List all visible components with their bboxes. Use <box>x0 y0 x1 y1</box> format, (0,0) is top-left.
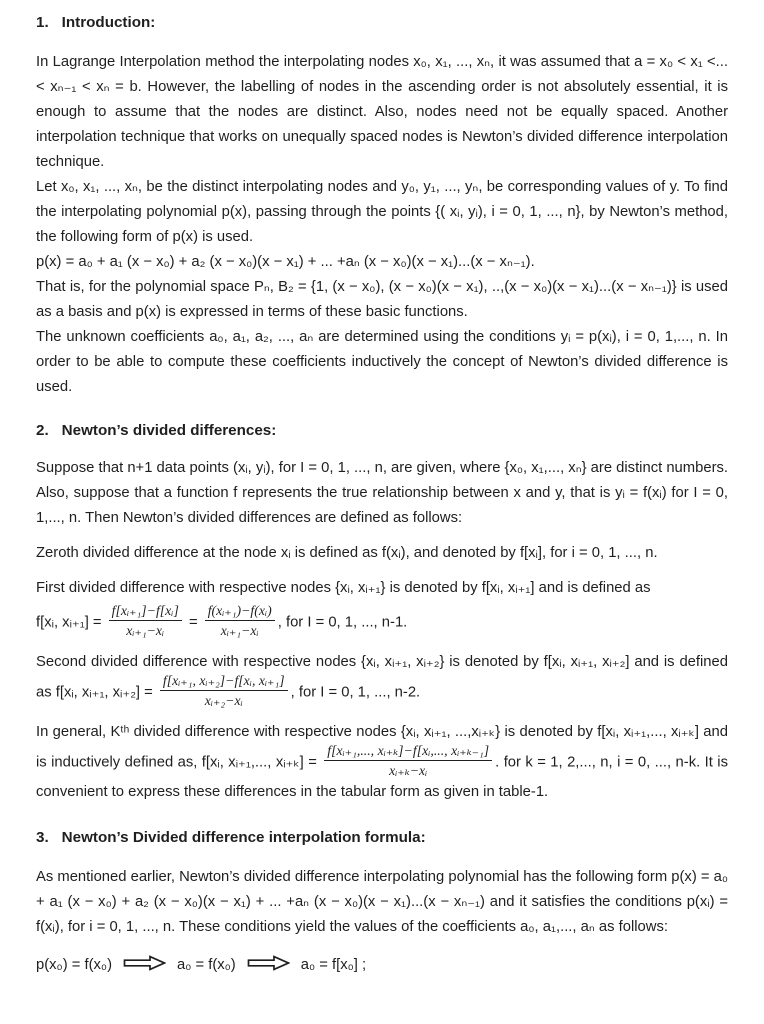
formula-equals: = <box>184 614 202 631</box>
fraction-kth-difference <box>324 743 492 778</box>
section-1-number: 1. <box>36 14 49 31</box>
paragraph-first-difference-intro: First divided difference with respective nodes {xᵢ, xᵢ₊₁} is denoted by f[xᵢ, xᵢ₊₁] and is defined as <box>36 580 651 596</box>
section-3-title: Newton’s Divided difference interpolation formula: <box>61 829 426 846</box>
paragraph-polynomial-basis: That is, for the polynomial space Pₙ, B₂ = {1, (x − x₀), (x − x₀)(x − x₁), ..,(x − x₀)(x − x₁)...(x − xₙ₋₁)} is used as a basis and p(x) is expressed in terms of these basic functions. <box>36 279 728 320</box>
section-interpolation-formula <box>36 828 728 978</box>
paragraph-kth-difference <box>36 720 728 805</box>
fraction-denominator: xᵢ₊₁−xᵢ <box>220 623 259 638</box>
paragraph-lagrange-intro: In Lagrange Interpolation method the interpolating nodes x₀, x₁, ..., xₙ, it was assumed that a = x₀ < x₁ <...< xₙ₋₁ < xₙ = b. However, the labelling of nodes in the ascending order is not absolutely essential, it is enough to assume that the nodes are distinct. Also, nodes need not be equally spaced. Another interpolation technique that works on unequally spaced nodes is Newton’s divided difference interpolation technique. <box>36 54 728 170</box>
paragraph-unknown-coefficients: The unknown coefficients a₀, a₁, a₂, ..., aₙ are determined using the conditions yᵢ = p(xᵢ), i = 0, 1,..., n. In order to be able to compute these coefficients inductively the concept of Newton’s divided difference is used. <box>36 329 728 395</box>
fraction-denominator: xᵢ₊ₖ−xᵢ <box>389 763 428 778</box>
second-difference-text: Second divided difference with respective nodes {xᵢ, xᵢ₊₁, xᵢ₊₂} is denoted by f[xᵢ, xᵢ₊₁, xᵢ₊₂] and is defined as f[xᵢ, xᵢ₊₁, xᵢ₊₂] = <box>36 654 728 701</box>
fraction-numerator: f[xᵢ₊₁,..., xᵢ₊ₖ]−f[xᵢ,..., xᵢ₊ₖ₋₁] <box>324 743 492 761</box>
section-2-title: Newton’s divided differences: <box>61 422 277 439</box>
paragraph-zeroth-difference: Zeroth divided difference at the node xᵢ is defined as f(xᵢ), and denoted by f[xᵢ], for i = 0, 1, ..., n. <box>36 545 658 561</box>
fraction-second-difference <box>160 673 288 708</box>
fraction-paren-form <box>205 603 275 638</box>
paragraph-data-points-setup: Suppose that n+1 data points (xᵢ, yᵢ), for I = 0, 1, ..., n, are given, where {x₀, x₁,..., xₙ} are distinct numbers. Also, suppose that a function f represents the true relationship between x and y, that is yᵢ = f(xᵢ) for I = 0, 1,..., n. Then Newton’s divided differences are defined as follows: <box>36 460 729 526</box>
section-2-number: 2. <box>36 422 49 439</box>
second-difference-condition: , for I = 0, 1, ..., n-2. <box>290 684 421 701</box>
fraction-numerator: f[xᵢ₊₁, xᵢ₊₂]−f[xᵢ, xᵢ₊₁] <box>160 673 288 691</box>
coefficient-derivation-line <box>36 953 728 978</box>
section-divided-differences <box>36 421 728 805</box>
first-divided-difference-formula <box>36 605 728 640</box>
paragraph-second-difference <box>36 650 728 710</box>
section-3-heading <box>36 828 728 848</box>
section-1-title: Introduction: <box>61 14 156 31</box>
implies-arrow-icon <box>123 955 166 971</box>
kth-difference-text: In general, Kᵗʰ divided difference with respective nodes {xᵢ, xᵢ₊₁, ...,xᵢ₊ₖ} is denoted by f[xᵢ, xᵢ₊₁,..., xᵢ₊ₖ] and is inductively defined as, f[xᵢ, xᵢ₊₁,..., xᵢ₊ₖ] = <box>36 724 728 771</box>
fraction-bracket-form <box>109 603 182 638</box>
formula-condition: , for I = 0, 1, ..., n-1. <box>277 614 408 631</box>
section-3-number: 3. <box>36 829 49 846</box>
derivation-rhs: a₀ = f[x₀] ; <box>300 957 367 973</box>
implies-arrow-icon <box>247 955 290 971</box>
kth-difference-condition: . for k = 1, 2,..., n, i = 0, ..., n-k. It is convenient to express these differences in the tabular form as given in table-1. <box>36 754 728 800</box>
fraction-numerator: f(xᵢ₊₁)−f(xᵢ) <box>205 603 275 621</box>
derivation-lhs: p(x₀) = f(x₀) <box>36 957 112 973</box>
fraction-denominator: xᵢ₊₁−xᵢ <box>126 623 165 638</box>
fraction-denominator: xᵢ₊₂−xᵢ <box>204 693 243 708</box>
section-introduction <box>36 13 728 400</box>
paragraph-nodes-setup: Let x₀, x₁, ..., xₙ, be the distinct interpolating nodes and y₀, y₁, ..., yₙ, be corresponding values of y. To find the interpolating polynomial p(x), passing through the points {( xᵢ, yᵢ), i = 0, 1, ..., n}, by Newton’s method, the following form of p(x) is used. <box>36 179 728 245</box>
paragraph-interpolation-conditions: As mentioned earlier, Newton’s divided difference interpolating polynomial has the following form p(x) = a₀ + a₁ (x − x₀) + a₂ (x − x₀)(x − x₁) + ... +aₙ (x − x₀)(x − x₁)...(x − xₙ₋₁) and it satisfies the conditions p(xᵢ) = f(xᵢ), for i = 0, 1, ..., n. These conditions yield the values of the coefficients a₀, a₁,..., aₙ as follows: <box>36 869 728 935</box>
derivation-middle: a₀ = f(x₀) <box>177 957 236 973</box>
section-2-heading <box>36 421 728 441</box>
fraction-numerator: f[xᵢ₊₁]−f[xᵢ] <box>109 603 182 621</box>
formula-lhs: f[xᵢ, xᵢ₊₁] = <box>36 614 106 631</box>
newton-polynomial-form-equation: p(x) = a₀ + a₁ (x − x₀) + a₂ (x − x₀)(x − x₁) + ... +aₙ (x − x₀)(x − x₁)...(x − xₙ₋₁). <box>36 254 535 270</box>
section-1-heading <box>36 13 728 33</box>
